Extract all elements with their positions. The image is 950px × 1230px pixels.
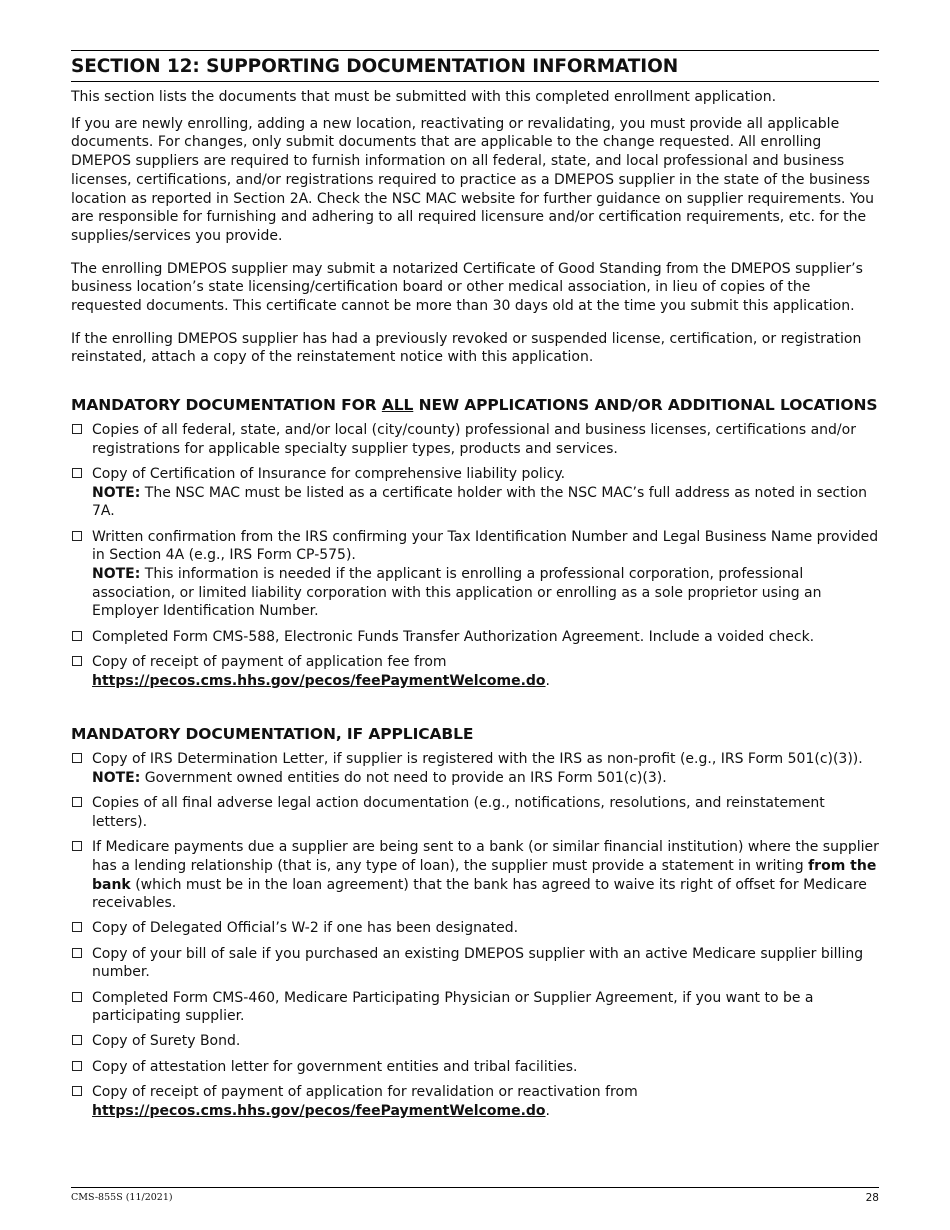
list-item: Copy of receipt of payment of application for revalidation or reactivation from https://pecos.cms.hhs.gov/pecos/feePaymentWelcome.do.: [71, 1083, 879, 1120]
list-item: Written confirmation from the IRS confirming your Tax Identification Number and Legal Business Name provided in Section 4A (e.g., IRS Form CP-575). NOTE: This information is needed if the applicant is enrolling a professional corporation, professional association, or limited liability corporation with this application or enrolling as a sole proprietor using an Employer Identification Number.: [71, 528, 879, 622]
revalidation-fee-link[interactable]: https://pecos.cms.hhs.gov/pecos/feePaymentWelcome.do: [92, 1102, 546, 1119]
document-page: [71, 50, 879, 1127]
checkbox[interactable]: [72, 948, 82, 958]
reinstatement-paragraph: If the enrolling DMEPOS supplier has had a previously revoked or suspended license, certification, or registration reinstated, attach a copy of the reinstatement notice with this application.: [71, 330, 862, 366]
page-number: 28: [865, 1192, 879, 1204]
list-item: Completed Form CMS-588, Electronic Funds Transfer Authorization Agreement. Include a voided check.: [71, 628, 879, 647]
checkbox[interactable]: [72, 797, 82, 807]
section-title: SECTION 12: SUPPORTING DOCUMENTATION INFORMATION: [71, 51, 879, 82]
checkbox[interactable]: [72, 468, 82, 478]
list-item: Copy of receipt of payment of application fee from https://pecos.cms.hhs.gov/pecos/feePaymentWelcome.do.: [71, 653, 879, 690]
enrollment-paragraph: If you are newly enrolling, adding a new location, reactivating or revalidating, you must provide all applicable documents. For changes, only submit documents that are applicable to the change requested. All enrolling DMEPOS suppliers are required to furnish information on all federal, state, and local professional and business licenses, certifications, and/or registrations required to practice as a DMEPOS supplier in the state of the business location as reported in Section 2A. Check the NSC MAC website for further guidance on supplier requirements. You are responsible for furnishing and adhering to all required licensure and/or certification requirements, etc. for the supplies/services you provide.: [71, 115, 875, 244]
list-item: Completed Form CMS-460, Medicare Participating Physician or Supplier Agreement, if you want to be a participating supplier.: [71, 989, 879, 1026]
checkbox[interactable]: [72, 531, 82, 541]
mandatory-if-list: [71, 750, 879, 1120]
checkbox[interactable]: [72, 753, 82, 763]
fee-payment-link[interactable]: https://pecos.cms.hhs.gov/pecos/feePaymentWelcome.do: [92, 672, 546, 689]
list-item: Copy of your bill of sale if you purchased an existing DMEPOS supplier with an active Medicare supplier billing number.: [71, 945, 879, 982]
checkbox[interactable]: [72, 1035, 82, 1045]
list-item: Copy of IRS Determination Letter, if supplier is registered with the IRS as non-profit (e.g., IRS Form 501(c)(3)). NOTE: Government owned entities do not need to provide an IRS Form 501(c)(3).: [71, 750, 879, 787]
checkbox[interactable]: [72, 992, 82, 1002]
checkbox[interactable]: [72, 1086, 82, 1096]
list-item: If Medicare payments due a supplier are being sent to a bank (or similar financial institution) where the supplier has a lending relationship (that is, any type of loan), the supplier must provide a statement in writing from the bank (which must be in the loan agreement) that the bank has agreed to waive its right of offset for Medicare receivables.: [71, 838, 879, 913]
checkbox[interactable]: [72, 424, 82, 434]
checkbox[interactable]: [72, 922, 82, 932]
list-item: Copy of Delegated Official’s W-2 if one has been designated.: [71, 919, 879, 938]
mandatory-all-heading: MANDATORY DOCUMENTATION FOR ALL NEW APPLICATIONS AND/OR ADDITIONAL LOCATIONS: [71, 396, 878, 415]
mandatory-all-list: [71, 421, 879, 690]
checkbox[interactable]: [72, 841, 82, 851]
intro-paragraph: This section lists the documents that must be submitted with this completed enrollment application.: [71, 89, 777, 105]
list-item: Copies of all final adverse legal action documentation (e.g., notifications, resolutions, and reinstatement letters).: [71, 794, 879, 831]
checkbox[interactable]: [72, 656, 82, 666]
list-item: Copies of all federal, state, and/or local (city/county) professional and business licenses, certifications and/or registrations for applicable specialty supplier types, products and services.: [71, 421, 879, 458]
checkbox[interactable]: [72, 1061, 82, 1071]
list-item: Copy of Certification of Insurance for comprehensive liability policy. NOTE: The NSC MAC must be listed as a certificate holder with the NSC MAC’s full address as noted in section 7A.: [71, 465, 879, 521]
good-standing-paragraph: The enrolling DMEPOS supplier may submit a notarized Certificate of Good Standing from the DMEPOS supplier’s business location’s state licensing/certification board or other medical association, in lieu of copies of the requested documents. This certificate cannot be more than 30 days old at the time you submit this application.: [71, 260, 863, 315]
page-footer: [71, 1187, 879, 1204]
mandatory-if-heading: MANDATORY DOCUMENTATION, IF APPLICABLE: [71, 725, 474, 744]
checkbox[interactable]: [72, 631, 82, 641]
list-item: Copy of attestation letter for government entities and tribal facilities.: [71, 1058, 879, 1077]
list-item: Copy of Surety Bond.: [71, 1032, 879, 1051]
form-id: CMS-855S (11/2021): [71, 1192, 173, 1203]
